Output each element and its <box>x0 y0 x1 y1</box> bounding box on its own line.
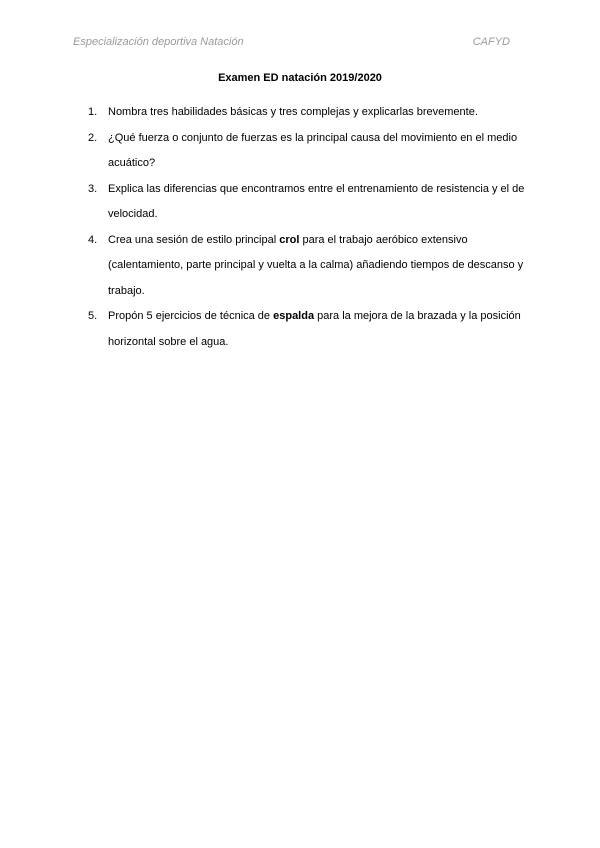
question-item <box>88 228 538 305</box>
question-list <box>88 100 538 355</box>
exam-title: Examen ED natación 2019/2020 <box>218 72 382 84</box>
question-number: 4. <box>88 233 98 246</box>
page-header <box>73 36 510 48</box>
question-text: Explica las diferencias que encontramos entre el entrenamiento de resistencia y el de velocidad. <box>108 182 525 220</box>
question-number: 3. <box>88 182 98 195</box>
question-text-start: Propón 5 ejercicios de técnica de <box>108 310 274 322</box>
question-item <box>88 126 538 177</box>
question-number: 5. <box>88 310 98 322</box>
question-text-start: Crea una sesión de estilo principal <box>108 233 280 246</box>
question-text-end: para el trabajo aeróbico extensivo (calentamiento, parte principal y vuelta a la calma) añadiendo tiempos de descanso y trabajo. <box>108 233 524 297</box>
question-keyword: espalda <box>273 310 315 322</box>
question-text: ¿Qué fuerza o conjunto de fuerzas es la principal causa del movimiento en el medio acuático? <box>108 131 518 169</box>
question-number: 2. <box>88 131 98 144</box>
question-item <box>88 100 538 126</box>
question-text: Nombra tres habilidades básicas y tres complejas y explicarlas brevemente. <box>108 106 478 118</box>
header-course-name: Especialización deportiva Natación <box>73 36 244 48</box>
header-faculty: CAFYD <box>472 36 510 48</box>
question-number: 1. <box>88 106 98 118</box>
question-text-end: para la mejora de la brazada y la posición horizontal sobre el agua. <box>108 310 521 348</box>
question-item <box>88 177 538 228</box>
question-item <box>88 304 538 355</box>
question-keyword: crol <box>279 233 300 246</box>
